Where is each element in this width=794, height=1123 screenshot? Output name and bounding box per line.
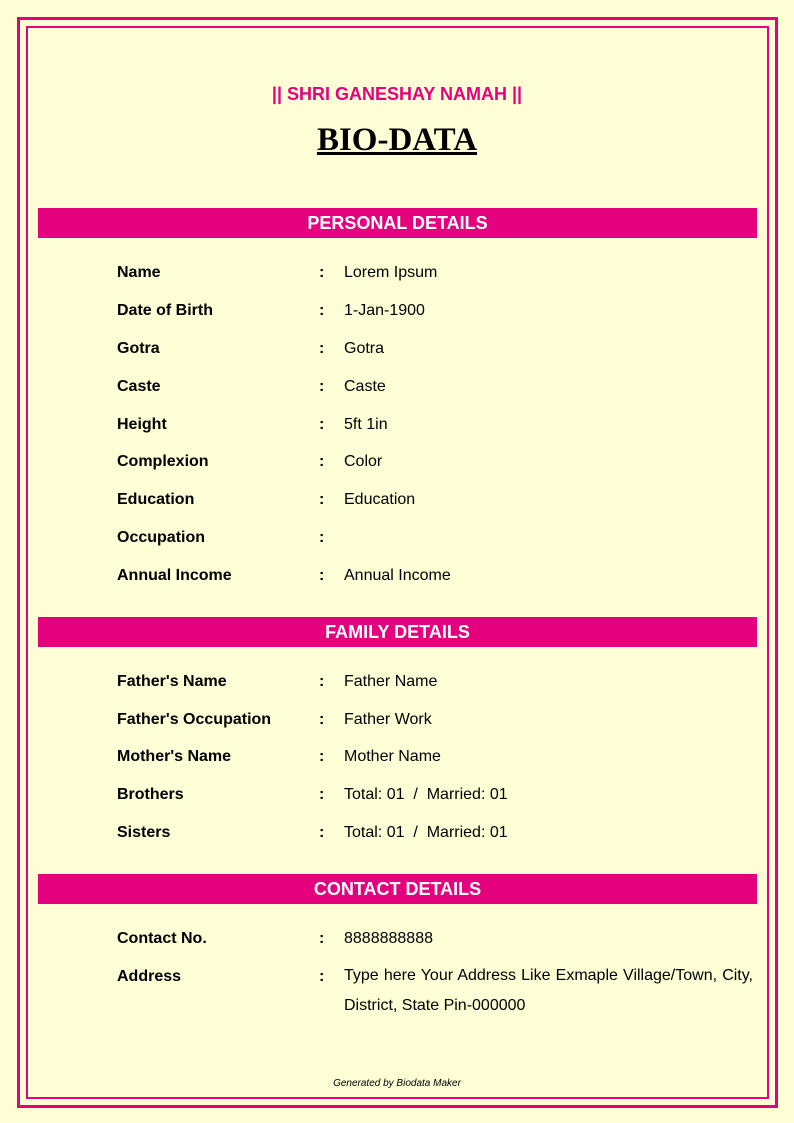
field-value: Mother Name <box>344 748 441 765</box>
field-value: Caste <box>344 378 386 395</box>
separator: : <box>319 748 325 765</box>
separator: : <box>319 711 325 728</box>
field-label: Caste <box>117 378 161 395</box>
field-value: Color <box>344 453 383 470</box>
separator: : <box>319 453 325 470</box>
document-title: BIO-DATA <box>316 122 478 158</box>
field-label: Annual Income <box>117 567 232 584</box>
separator: : <box>319 491 325 508</box>
field-label: Name <box>117 264 161 281</box>
field-value: Lorem Ipsum <box>344 264 438 281</box>
separator: : <box>319 529 325 546</box>
invocation-line: || SHRI GANESHAY NAMAH || <box>271 84 523 104</box>
field-label: Complexion <box>117 453 209 470</box>
field-label: Father's Name <box>117 673 227 690</box>
field-label: Date of Birth <box>117 302 213 319</box>
field-label: Address <box>117 968 182 985</box>
field-label: Height <box>117 416 167 433</box>
family-details-heading: FAMILY DETAILS <box>38 617 757 647</box>
field-value: Annual Income <box>344 567 451 584</box>
separator: : <box>319 264 325 281</box>
field-value: Total: 01 / Married: 01 <box>344 786 508 803</box>
field-value: Gotra <box>344 340 385 357</box>
separator: : <box>319 416 325 433</box>
separator: : <box>319 302 325 319</box>
separator: : <box>319 824 325 841</box>
field-label: Gotra <box>117 340 160 357</box>
separator: : <box>319 930 325 947</box>
field-label: Sisters <box>117 824 171 841</box>
field-label: Education <box>117 491 195 508</box>
separator: : <box>319 567 325 584</box>
field-label: Mother's Name <box>117 748 232 765</box>
field-value: 8888888888 <box>344 930 433 947</box>
separator: : <box>319 340 325 357</box>
field-label: Father's Occupation <box>117 711 272 728</box>
field-value: Education <box>344 491 416 508</box>
footer-credit: Generated by Biodata Maker <box>333 1078 461 1089</box>
field-label: Brothers <box>117 786 184 803</box>
field-value: Father Work <box>344 711 432 728</box>
field-value: Father Name <box>344 673 438 690</box>
field-value: Type here Your Address Like Exmaple Village/Town, City, District, State Pin-000000 <box>344 967 753 1014</box>
personal-details-heading: PERSONAL DETAILS <box>38 208 757 238</box>
field-label: Occupation <box>117 529 206 546</box>
contact-details-heading: CONTACT DETAILS <box>38 874 757 904</box>
separator: : <box>319 673 325 690</box>
field-label: Contact No. <box>117 930 207 947</box>
field-value: 5ft 1in <box>344 416 388 433</box>
separator: : <box>319 968 325 985</box>
field-value: Total: 01 / Married: 01 <box>344 824 508 841</box>
separator: : <box>319 378 325 395</box>
field-value: 1-Jan-1900 <box>344 302 425 319</box>
separator: : <box>319 786 325 803</box>
